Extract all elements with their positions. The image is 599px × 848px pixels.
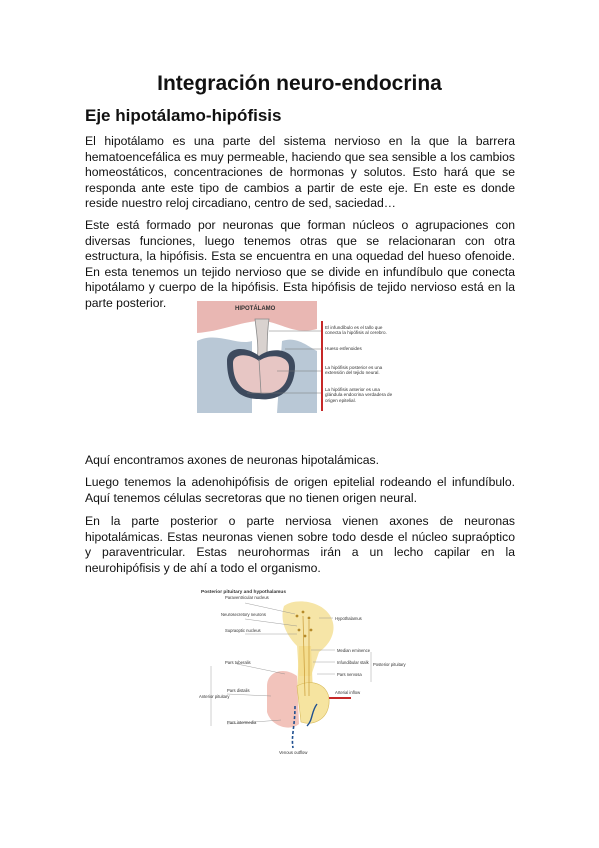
figure2-label-neurosecretory: Neurosecretory neurons <box>221 612 266 617</box>
posterior-pituitary-figure <box>199 586 406 756</box>
posterior-pituitary-illustration <box>199 586 406 756</box>
figure2-label-supraoptic: Supraoptic nucleus <box>225 628 261 633</box>
figure2-label-paraventricular: Paraventricular nucleus <box>225 595 269 600</box>
figure2-label-pars-tuberalis: Pars tuberalis <box>225 660 251 665</box>
paragraph-4: Luego tenemos la adenohipófisis de origen epitelial rodeando el infundíbulo. Aquí tenemos células secretoras que no tienen origen neural. <box>85 475 515 505</box>
figure2-label-pars-distalis: Pars distalis <box>227 688 250 693</box>
figure2-label-pars-nervosa: Pars nervosa <box>337 672 362 677</box>
paragraph-1: El hipotálamo es una parte del sistema nervioso en la que la barrera hematoencefálica es muy permeable, haciendo que sea sensible a los cambios homeostáticos, concentraciones de hormonas y solutos. Esto hará que se responda ante este tipo de cambios a partir de este eje. En este es donde reside nuestro reloj circadiano, centro de sed, saciedad… <box>85 134 515 211</box>
figure2-caption: Posterior pituitary and hypothalamus <box>201 590 287 595</box>
figure1-label-infundibulum: El infundíbulo es el tallo que conecta la hipófisis al cerebro. <box>325 325 387 336</box>
figure2-label-anterior-pituitary: Anterior pituitary <box>199 694 230 699</box>
hypophysis-figure <box>197 301 397 413</box>
figure2-label-posterior-pituitary: Posterior pituitary <box>373 662 406 667</box>
figure1-label-bone: Hueso esfenoides <box>325 346 362 351</box>
figure1-label-posterior: La hipófisis posterior es una extensión del tejido neural. <box>325 365 383 376</box>
paragraph-2: Este está formado por neuronas que forman núcleos o agrupaciones con diversas funciones, luego tenemos otras que se relacionaran con otra estructura, la hipófisis. Esta se encuentra en una oquedad del hueso ofenoide. En esta tenemos un tejido nervioso que se divide en infundíbulo que conecta hipotálamo y cuerpo de la hipófisis. Esta hipófisis de tejido nervioso está en la parte posterior. <box>85 218 515 310</box>
figure2-label-venous-outflow: Venous outflow <box>279 750 308 755</box>
figure2-label-infundibular-stalk: Infundibular stalk <box>337 660 369 665</box>
figure2-label-median-eminence: Median eminence <box>337 648 371 653</box>
paragraph-5: En la parte posterior o parte nerviosa vienen axones de neuronas hipotalámicas. Estas neuronas vienen sobre todo desde el núcleo supraóptico y paraventricular. Estas neurohormas irán a un lecho capilar en la neurohipófisis y de ahí a todo el organismo. <box>85 514 515 575</box>
paragraph-3: Aquí encontramos axones de neuronas hipotalámicas. <box>85 453 380 467</box>
figure1-header: HIPOTÁLAMO <box>235 306 276 312</box>
section-heading: Eje hipotálamo-hipófisis <box>85 106 282 125</box>
figure2-label-pars-intermedia: Pars intermedia <box>227 720 257 725</box>
figure1-label-anterior: La hipófisis anterior es una glándula endocrina verdadera de origen epitelial. <box>325 387 393 403</box>
figure2-label-hypothalamus: Hypothalamus <box>335 616 362 621</box>
figure2-label-arterial-inflow: Arterial inflow <box>335 690 361 695</box>
hypophysis-illustration <box>197 301 397 413</box>
page-title: Integración neuro-endocrina <box>157 72 442 95</box>
